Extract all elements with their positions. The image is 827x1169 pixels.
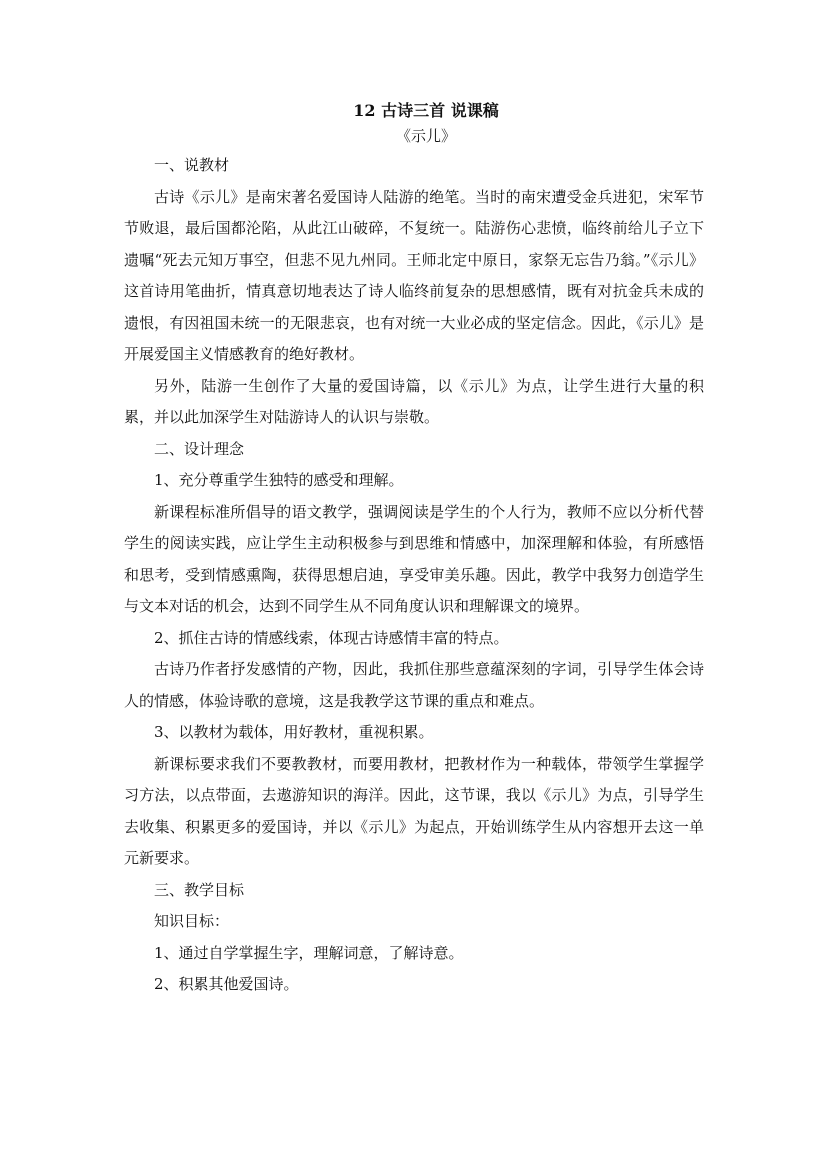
document-title: 12 古诗三首 说课稿: [353, 101, 499, 120]
goals-knowledge-label: 知识目标：: [154, 912, 230, 930]
design-point-3: 3、以教材为载体，用好教材，重视积累。: [154, 723, 434, 741]
goal-item-1: 1、通过自学掌握生字，理解词意，了解诗意。: [154, 943, 464, 962]
paragraph-textbook-extra: 另外，陆游一生创作了大量的爱国诗篇，以《示儿》为点，让学生进行大量的积累，并以此加深学生对陆游诗人的认识与崇敬。: [124, 376, 704, 426]
section-heading-design: 二、设计理念: [154, 439, 245, 458]
paragraph-design-1: 新课程标准所倡导的语文教学，强调阅读是学生的个人行为，教师不应以分析代替学生的阅读实践，应让学生主动积极参与到思维和情感中，加深理解和体验，有所感悟和思考，受到情感熏陶，获得思想启迪，享受审美乐趣。因此，教学中我努力创造学生与文本对话的机会，达到不同学生从不同角度认识和理解课文的境界。: [124, 502, 704, 615]
section-heading-goals: 三、教学目标: [154, 880, 245, 899]
goal-item-2: 2、积累其他爱国诗。: [154, 975, 299, 993]
design-point-2: 2、抓住古诗的情感线索，体现古诗感情丰富的特点。: [154, 628, 509, 647]
section-heading-textbook: 一、说教材: [154, 156, 230, 174]
design-point-1: 1、充分尊重学生独特的感受和理解。: [154, 471, 404, 489]
document-subtitle: 《示儿》: [395, 127, 456, 145]
paragraph-design-3: 新课标要求我们不要教教材，而要用教材，把教材作为一种载体，带领学生掌握学习方法，以点带面，去遨游知识的海洋。因此，这节课，我以《示儿》为点，引导学生去收集、积累更多的爱国诗，并以《示儿》为起点，开始训练学生从内容想开去这一单元新要求。: [124, 754, 704, 867]
paragraph-textbook-intro: 古诗《示儿》是南宋著名爱国诗人陆游的绝笔。当时的南宋遭受金兵进犯，宋军节节败退，最后国都沦陷，从此江山破碎，不复统一。陆游伤心悲愤，临终前给儿子立下遗嘱“死去元知万事空，但悲不见九州同。王师北定中原日，家祭无忘告乃翁。”《示儿》这首诗用笔曲折，情真意切地表达了诗人临终前复杂的思想感情，既有对抗金兵未成的遗恨，有因祖国未统一的无限悲哀，也有对统一大业必成的坚定信念。因此，《示儿》是开展爱国主义情感教育的绝好教材。: [124, 187, 704, 363]
document-page: [124, 98, 704, 1001]
paragraph-design-2: 古诗乃作者抒发感情的产物，因此，我抓住那些意蕴深刻的字词，引导学生体会诗人的情感，体验诗歌的意境，这是我教学这节课的重点和难点。: [124, 660, 704, 710]
